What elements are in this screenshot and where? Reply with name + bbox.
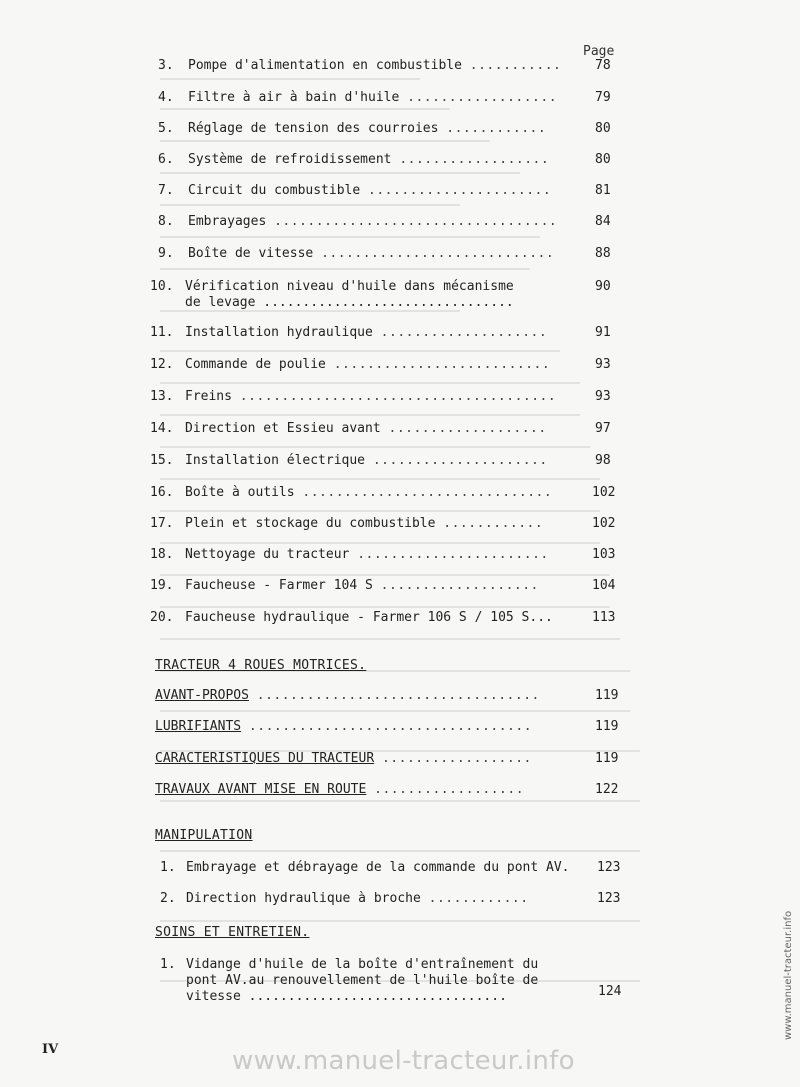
toc-entry-11: 11. Installation hydraulique .................... 91 (150, 325, 611, 340)
toc-entry-soins-1-line3: vitesse ................................. (186, 989, 507, 1004)
toc-page-number: 123 (597, 891, 621, 906)
toc-entry-9: 9. Boîte de vitesse ............................ 88 (158, 246, 611, 261)
page-column-header: Page (583, 44, 615, 59)
toc-page-number: 91 (595, 325, 611, 340)
toc-entry-3: 3. Pompe d'alimentation en combustible ........... 78 (158, 58, 611, 73)
section-heading-4wd: TRACTEUR 4 ROUES MOTRICES. (155, 658, 367, 673)
toc-entry-soins-1: 1. Vidange d'huile de la boîte d'entraînement du (160, 957, 539, 972)
toc-entry-soins-1-line2: pont AV.au renouvellement de l'huile boîte de (186, 973, 539, 988)
toc-entry-18: 18. Nettoyage du tracteur ....................... 103 (150, 547, 616, 562)
toc-page-number: 119 (595, 751, 619, 766)
toc-page-number: 80 (595, 152, 611, 167)
toc-entry-caracteristiques: CARACTERISTIQUES DU TRACTEUR .................. 119 (155, 751, 619, 766)
toc-entry-8: 8. Embrayages .................................. 84 (158, 214, 611, 229)
toc-page-number: 113 (592, 610, 616, 625)
toc-entry-20: 20. Faucheuse hydraulique - Farmer 106 S / 105 S... 113 (150, 610, 616, 625)
toc-entry-manip-2: 2. Direction hydraulique à broche ............ 123 (160, 891, 621, 906)
toc-page-number: 81 (595, 183, 611, 198)
page-roman-numeral: IV (42, 1042, 59, 1057)
toc-page-number: 93 (595, 389, 611, 404)
toc-entry-12: 12. Commande de poulie .......................... 93 (150, 357, 611, 372)
toc-entry-16: 16. Boîte à outils .............................. 102 (150, 485, 616, 500)
toc-entry-travaux: TRAVAUX AVANT MISE EN ROUTE .................. 122 (155, 782, 619, 797)
toc-page-number: 119 (595, 688, 619, 703)
toc-page-number: 102 (592, 516, 616, 531)
toc-entry-lubrifiants: LUBRIFIANTS .................................. 119 (155, 719, 619, 734)
toc-entry-15: 15. Installation électrique ..................... 98 (150, 453, 611, 468)
toc-entry-10-line2: de levage ................................ (185, 295, 514, 310)
toc-page-number: 98 (595, 453, 611, 468)
toc-entry-13: 13. Freins ...................................... 93 (150, 389, 611, 404)
toc-entry-5: 5. Réglage de tension des courroies ............ 80 (158, 121, 611, 136)
toc-page-number: 93 (595, 357, 611, 372)
toc-page-number: 97 (595, 421, 611, 436)
toc-entry-7: 7. Circuit du combustible ...................... 81 (158, 183, 611, 198)
toc-page-number: 84 (595, 214, 611, 229)
side-watermark-text: www.manuel-tracteur.info (783, 910, 794, 1040)
toc-entry-10: 10. Vérification niveau d'huile dans mécanisme 90 (150, 279, 611, 294)
toc-entry-19: 19. Faucheuse - Farmer 104 S ................... 104 (150, 578, 616, 593)
toc-page-number: 80 (595, 121, 611, 136)
toc-page-number: 124 (598, 984, 622, 999)
toc-page-number: 103 (592, 547, 616, 562)
toc-page-number: 90 (595, 279, 611, 294)
watermark-text: www.manuel-tracteur.info (232, 1046, 575, 1076)
section-heading-soins: SOINS ET ENTRETIEN. (155, 925, 310, 940)
toc-entry-17: 17. Plein et stockage du combustible ............ 102 (150, 516, 616, 531)
toc-page-number: 104 (592, 578, 616, 593)
toc-page-number: 88 (595, 246, 611, 261)
toc-page-number: 78 (595, 58, 611, 73)
toc-entry-manip-1: 1. Embrayage et débrayage de la commande du pont AV. 123 (160, 860, 621, 875)
toc-entry-avant-propos: AVANT-PROPOS .................................. 119 (155, 688, 619, 703)
toc-page-number: 123 (597, 860, 621, 875)
toc-page-number: 122 (595, 782, 619, 797)
toc-entry-4: 4. Filtre à air à bain d'huile .................. 79 (158, 90, 611, 105)
toc-entry-6: 6. Système de refroidissement .................. 80 (158, 152, 611, 167)
toc-entry-14: 14. Direction et Essieu avant ................... 97 (150, 421, 611, 436)
toc-page-number: 79 (595, 90, 611, 105)
toc-page-number: 102 (592, 485, 616, 500)
section-heading-manipulation: MANIPULATION (155, 828, 253, 843)
toc-page-number: 119 (595, 719, 619, 734)
